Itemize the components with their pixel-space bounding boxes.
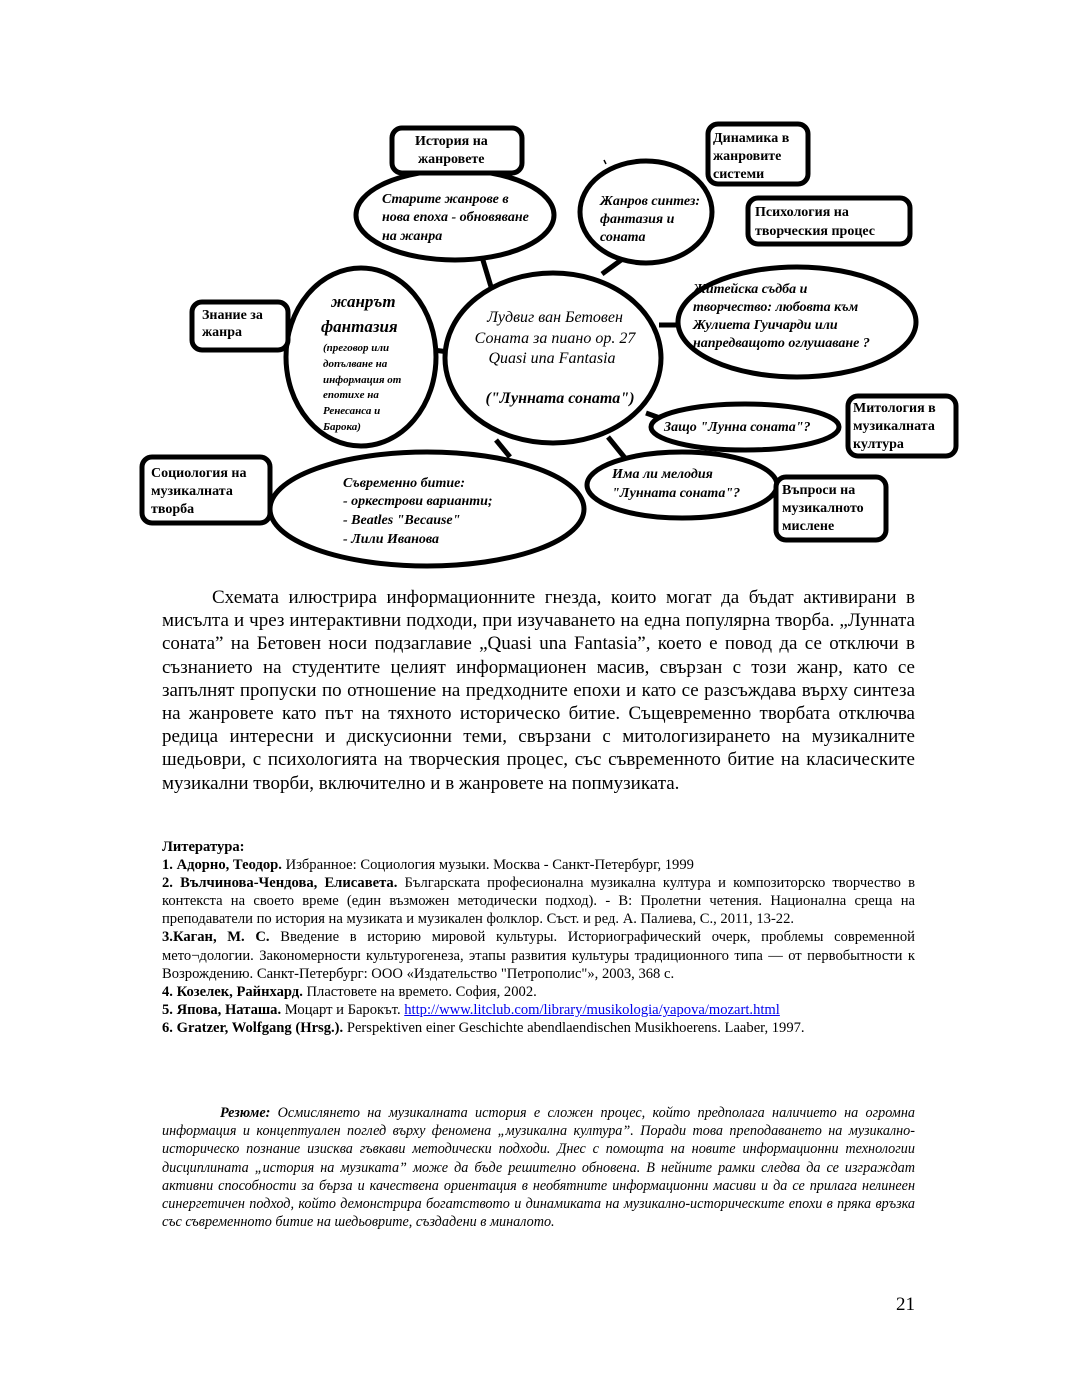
box-text-genre-history-2: жанровете [418,152,485,167]
box-text-psychology-1: Психология на [755,205,849,220]
ref-link[interactable]: http://www.litclub.com/library/musikologia/yapova/mozart.html [404,1001,780,1018]
abstract-label: Резюме: [220,1105,271,1121]
modern-life-text-4: - Лили Иванова [343,532,440,547]
genre-synthesis-text-1: Жанров синтез: [600,194,701,209]
life-fate-text-4: напредващото оглушаване ? [693,336,870,351]
literature-section [162,838,915,1037]
center-text-3: Quasi una Fantasia [488,350,616,367]
box-text-genre-history-1: История на [415,134,488,149]
genre-fantasia-text: фантазия [321,317,398,336]
life-fate-text-3: Жулиета Гуичарди или [693,318,838,333]
life-fate-text-1: Житейска съдба и [693,282,808,297]
old-genres-text-2: нова епоха - обновяване [382,210,529,225]
literature-item-2 [162,874,915,928]
literature-item-1 [162,856,915,874]
box-text-psychology-2: творческия процес [755,224,875,239]
box-text-mythology-3: култура [853,437,904,452]
box-text-dynamics-1: Динамика в [713,131,790,146]
center-text-2: Соната за пиано ор. 27 [474,330,636,347]
ref-text: Введение в историю мировой культуры. Историографический очерк, проблемы современной мето¬дологии. Закономерности культурогенеза, этапы развития культуры традиционного типа — от первобытности к Возрождению. Санкт-Петербург: ООО «Издательство "Петрополис"», 2003, 368 с. [162,929,915,982]
concept-diagram [0,0,1080,580]
ref-author: 4. Козелек, Райнхард. [162,983,303,1000]
literature-item-6 [162,1019,915,1037]
literature-item-4 [162,983,915,1001]
center-text-4: ("Лунната соната") [485,390,635,407]
melody-text-2: "Лунната соната"? [612,486,741,501]
box-text-mythology-2: музикалната [853,419,935,434]
box-text-sociology-3: творба [151,502,195,517]
genre-title-text: жанрът [331,292,396,311]
stray-mark [604,160,606,164]
box-text-musical-thinking-2: музикалното [782,501,864,516]
genre-note-2: допълване на [323,358,388,370]
ref-author: 1. Адорно, Теодор. [162,857,282,874]
box-text-mythology-1: Митология в [853,401,936,416]
box-text-genre-knowledge-2: жанра [202,325,243,340]
ref-text: Perspektiven einer Geschichte abendlaendischen Musikhoerens. Laaber, 1997. [343,1019,805,1036]
modern-life-text-1: Съвременно битие: [343,476,466,491]
abstract-body: Осмислянето на музикалната история е сложен процес, който предполага наличието на огромна информация и концептуален поглед върху феномена „музикална култура”. Поради това преподаването на музикално-историческо познание изисква гъвкави методически подходи. Днес с помощта на новите информационни технологии дисциплината „история на музиката” може да бъде решително обновена. В нейните рамки следва да се изграждат активни способности за бърза и качествена ориентация в необятните информационни масиви и да се прилага нелинеен синергетичен подход, който демонстрира богатството и динамиката на музикално-историческите епохи в пряка връзка със съвременното битие на шедьоврите, създадени в миналото. [162,1105,915,1231]
abstract-section [162,1104,915,1231]
genre-synthesis-text-2: фантазия и [600,212,675,227]
genre-synthesis-text-3: соната [600,230,646,245]
ref-author: 6. Gratzer, Wolfgang (Hrsg.). [162,1019,344,1036]
genre-note-3: информация от [323,374,402,386]
center-text-1: Лудвиг ван Бетовен [487,309,623,326]
melody-text-1: Има ли мелодия [612,467,713,482]
old-genres-text-1: Старите жанрове в [382,192,509,207]
literature-item-5 [162,1001,915,1019]
body-paragraph-text: Схемата илюстрира информационните гнезда, които могат да бъдат активирани в мисълта и чрез интерактивни подходи, при изучаването на една популярна творба. „Лунната соната” на Бетовен носи подзаглавие „Quasi una Fantasia”, което е повод да се отключи в съзнанието на студентите целият информационен масив, свързан с този жанр, като се запълнят пропуски по отношение на предходните епохи и като се разсъждава върху синтеза на жанровете като път на тяхното историческо битие. Същевременно творбата отключва редица интересни и дискусионни теми, свързани с митологизирането на музикалните шедьоври, с психологията на творческия процес, със съвременното битие на класическите музикални творби, включително и в жанровете на попмузиката. [162,587,915,794]
modern-life-text-3: - Beatles "Because" [343,513,461,528]
why-moonlight-text: Защо "Лунна соната"? [664,420,811,435]
box-text-genre-knowledge-1: Знание за [202,308,263,323]
box-text-dynamics-2: жанровите [713,149,782,164]
box-text-dynamics-3: системи [713,167,765,182]
ref-author: 3.Каган, М. С. [162,929,270,946]
genre-note-5: Ренесанса и [323,405,381,417]
literature-item-3 [162,928,915,982]
page-number: 21 [896,1294,915,1315]
box-text-sociology-2: музикалната [151,484,233,499]
old-genres-text-3: на жанра [382,229,443,244]
box-text-sociology-1: Социология на [151,466,247,481]
genre-note-6: Барока) [323,421,361,433]
life-fate-text-2: творчество: любовта към [693,300,859,315]
modern-life-ellipse [270,452,584,566]
box-text-musical-thinking-1: Въпроси на [782,483,856,498]
ref-text: Пластовете на времето. София, 2002. [302,983,537,1000]
ref-author: 5. Япова, Наташа. [162,1001,282,1018]
ref-text: Българската професионална музикална култура и композиторско творчество в контекста на своето време (един възможен методически подход). - В: Пролетни четения. Национална среща на преподаватели по история на музиката и музикален фолклор. Съст. и ред. А. Палиева, С., 2011, 13-22. [162,875,915,928]
modern-life-text-2: - оркестрови варианти; [343,494,493,509]
genre-note-1: (преговор или [323,342,390,354]
melody-ellipse [587,452,777,518]
literature-heading: Литература: [162,839,245,855]
abstract-text [162,1104,915,1231]
ref-author: 2. Вълчинова-Чендова, Елисавета. [162,875,398,892]
ref-text: Избранное: Социология музыки. Москва - Санкт-Петербург, 1999 [281,857,694,874]
genre-note-4: епотихе на [323,389,379,401]
body-paragraph [162,586,915,795]
box-text-musical-thinking-3: мислене [782,519,835,534]
ref-text: Моцарт и Барокът. [281,1001,405,1018]
